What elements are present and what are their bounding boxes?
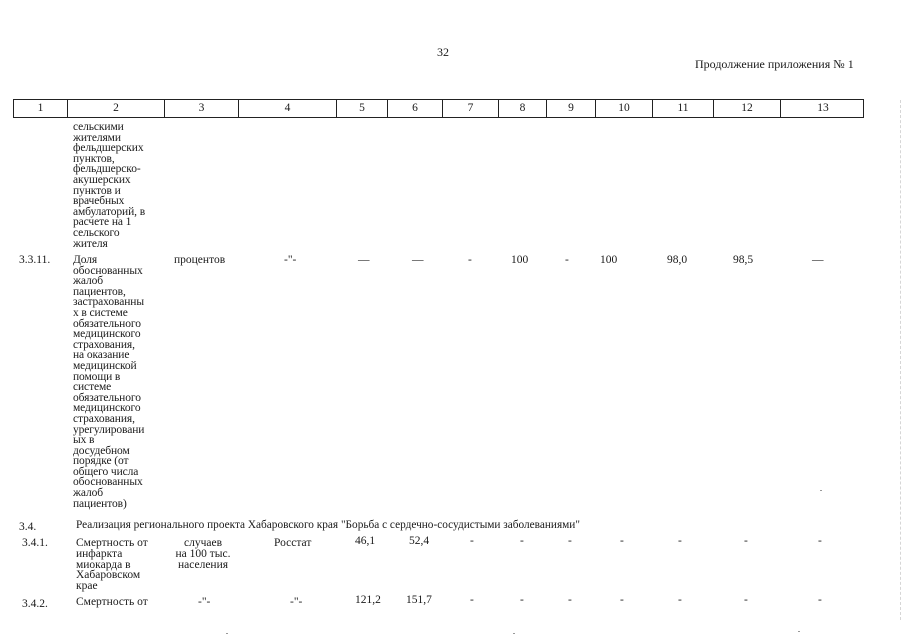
text-line: амбулаторий, в [73,205,146,218]
row-3-4-2-col13: - [818,594,822,606]
scan-speck [798,631,800,632]
row-3-4-1-unit [160,538,246,570]
text-line: врачебных [73,195,125,208]
text-line: пунктов и [73,184,121,197]
row-3-4-2-source: -"- [290,596,303,608]
header-col-1: 1 [14,100,68,117]
row-3-4-1-col11: - [678,535,682,547]
text-line: миокарда в [76,558,131,571]
table-header-row [13,99,864,118]
row-3-3-11-indicator-name [73,255,165,509]
row-3-4-section-title: Реализация регионального проекта Хабаровского края "Борьба с сердечно-сосудистыми заболеваниями" [76,519,580,531]
row-continued-indicator-name [73,122,165,249]
text-line: жителя [73,237,108,250]
text-line: Смертность от [76,537,148,549]
text-line: фельдшерских [73,142,144,155]
row-3-4-2-number: 3.4.2. [22,598,48,610]
row-3-4-2-col5: 121,2 [355,594,381,606]
row-3-4-2-col9: - [568,594,572,606]
text-line: застрахованны [73,296,144,309]
header-col-5: 5 [337,100,388,117]
header-col-3: 3 [165,100,239,117]
text-line: сельскими [73,121,124,133]
text-line: обоснованных [73,264,143,277]
text-line: досудебном [73,444,130,457]
text-line: жалоб [73,275,103,288]
scan-speck [513,633,515,634]
row-3-4-2-col6: 151,7 [406,594,432,606]
text-line: пациентов) [73,497,127,510]
text-line: населения [177,558,229,571]
scan-speck [820,490,822,491]
row-3-4-2-unit: -"- [198,596,211,608]
row-3-3-11-col9: - [565,254,569,266]
scan-edge-mark [900,100,902,620]
header-col-11: 11 [653,100,714,117]
text-line: обоснованных [73,476,143,489]
text-line: жалоб [73,487,103,500]
text-line: Хабаровском [76,569,141,582]
header-col-12: 12 [714,100,781,117]
row-3-4-number: 3.4. [19,521,37,533]
text-line: случаев [183,537,222,549]
text-line: медицинского [73,402,141,415]
text-line: ых в [73,434,95,447]
header-col-7: 7 [443,100,499,117]
row-3-3-11-col8: 100 [511,254,529,266]
text-line: фельдшерско- [73,163,141,176]
row-3-4-1-number: 3.4.1. [22,537,48,549]
page-number: 32 [437,45,449,59]
row-3-4-1-indicator-name [76,538,148,592]
row-3-3-11-col12: 98,5 [733,254,754,266]
text-line: крае [76,580,98,593]
text-line: помощи в [73,370,121,383]
row-3-3-11-source: -"- [284,254,297,266]
header-col-4: 4 [239,100,337,117]
text-line: инфаркта [76,547,123,560]
text-line: обязательного [73,317,141,330]
row-3-4-2-col8: - [520,594,524,606]
row-3-4-1-col6: 52,4 [409,535,430,547]
header-col-9: 9 [547,100,596,117]
row-3-4-1-col10: - [620,535,624,547]
row-3-4-1-col7: - [470,535,474,547]
text-line: урегулировани [73,423,145,436]
text-line: медицинского [73,328,141,341]
text-line: х в системе [73,306,128,319]
row-3-4-1-source: Росстат [274,537,312,549]
row-3-3-11-unit: процентов [174,254,226,266]
text-line: страхования, [73,412,135,425]
text-line: расчете на 1 [73,216,132,229]
row-3-4-1-col8: - [520,535,524,547]
row-3-3-11-col6: — [412,254,424,266]
header-col-8: 8 [499,100,547,117]
text-line: медицинской [73,359,137,372]
text-line: сельского [73,226,120,239]
row-3-3-11-number: 3.3.11. [19,254,51,266]
text-line: акушерских [73,173,131,186]
row-3-4-1-col12: - [744,535,748,547]
row-3-4-2-col11: - [678,594,682,606]
text-line: на оказание [73,349,130,362]
row-3-3-11-col10: 100 [600,254,618,266]
continuation-label: Продолжение приложения № 1 [695,57,854,71]
header-col-2: 2 [68,100,165,117]
header-col-13: 13 [817,102,829,114]
row-3-4-2-col10: - [620,594,624,606]
row-3-4-2-col12: - [744,594,748,606]
row-3-4-1-col13: - [818,535,822,547]
row-3-3-11-col13: — [812,254,824,266]
text-line: на 100 тыс. [175,547,231,560]
row-3-4-1-col9: - [568,535,572,547]
scan-speck [226,633,228,634]
text-line: обязательного [73,391,141,404]
text-line: общего числа [73,465,139,478]
text-line: пунктов, [73,152,115,165]
text-line: пациентов, [73,285,126,298]
header-col-6: 6 [388,100,443,117]
text-line: Доля [73,254,98,266]
row-3-3-11-col7: - [468,254,472,266]
text-line: порядке (от [73,455,129,468]
row-3-3-11-col5: — [358,254,370,266]
row-3-4-1-col5: 46,1 [355,535,376,547]
text-line: страхования, [73,338,135,351]
row-3-3-11-col11: 98,0 [667,254,688,266]
row-3-4-2-col7: - [470,594,474,606]
text-line: жителями [73,131,121,144]
header-col-10: 10 [596,100,653,117]
row-3-4-2-indicator-name: Смертность от [76,596,148,608]
text-line: системе [73,381,112,394]
